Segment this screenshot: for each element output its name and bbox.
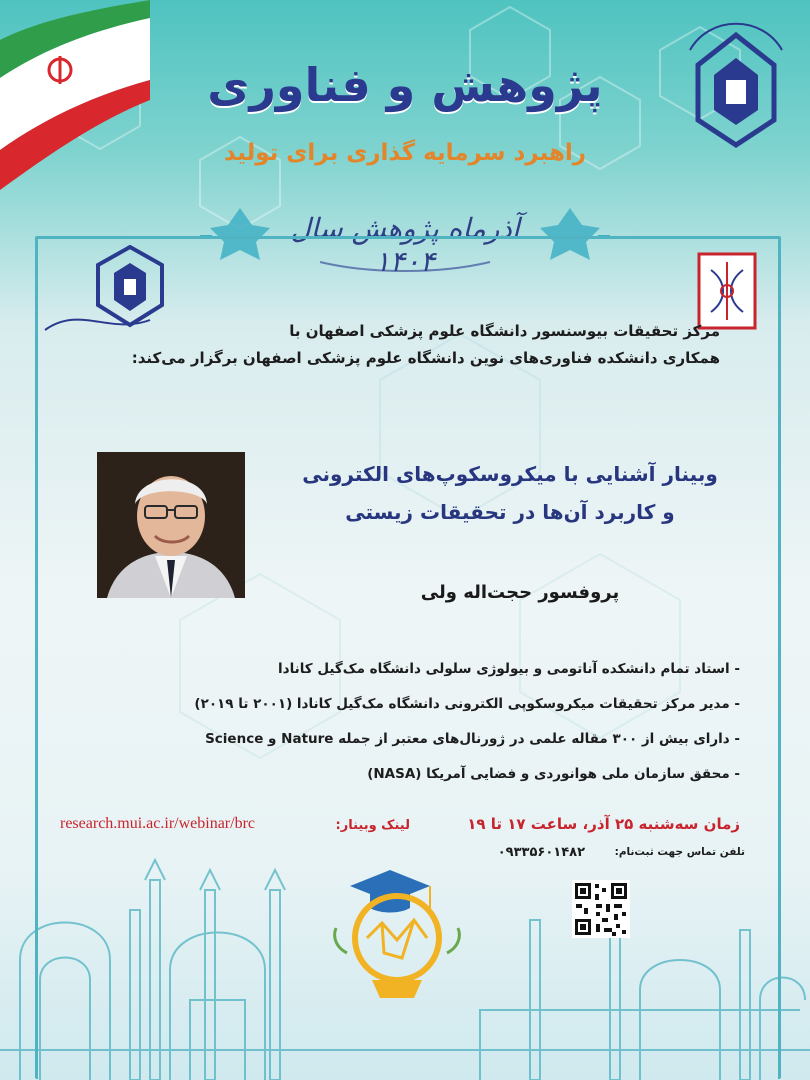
webinar-title-line-1: وبینار آشنایی با میکروسکوپ‌های الکترونی bbox=[302, 462, 718, 486]
webinar-title bbox=[280, 455, 740, 531]
lightbulb-brain-graphic bbox=[322, 848, 472, 1003]
event-time: زمان سه‌شنبه ۲۵ آذر، ساعت ۱۷ تا ۱۹ bbox=[467, 815, 740, 833]
webinar-link[interactable]: research.mui.ac.ir/webinar/brc bbox=[60, 815, 256, 832]
intro-text bbox=[100, 318, 720, 372]
speaker-credentials bbox=[120, 652, 740, 792]
list-item: - محقق سازمان ملی هوانوردی و فضایی آمریکا (NASA) bbox=[367, 766, 740, 782]
phone-label: تلفن تماس جهت ثبت‌نام: bbox=[614, 846, 745, 858]
list-item: - دارای بیش از ۳۰۰ مقاله علمی در ژورنال‌های معتبر از جمله Nature و Science bbox=[205, 731, 740, 747]
speaker-photo bbox=[97, 452, 245, 598]
university-logo bbox=[680, 10, 792, 150]
qr-code[interactable] bbox=[572, 880, 630, 938]
speaker-name: پروفسور حجت‌اله ولی bbox=[420, 582, 620, 603]
intro-line-1: مرکز تحقیقات بیوسنسور دانشگاه علوم پزشکی اصفهان با bbox=[289, 322, 720, 340]
list-item: - استاد تمام دانشکده آناتومی و بیولوژی سلولی دانشگاه مک‌گیل کانادا bbox=[278, 661, 740, 677]
month-banner-text: آذرماه پژوهش سال ۱۴۰۴ bbox=[290, 212, 520, 278]
webinar-link-label: لینک وبینار: bbox=[335, 818, 410, 833]
page-title: پژوهش و فناوری bbox=[207, 58, 603, 112]
iran-flag bbox=[0, 0, 150, 190]
webinar-title-line-2: و کاربرد آن‌ها در تحقیقات زیستی bbox=[345, 500, 675, 524]
phone-number: ۰۹۳۳۵۶۰۱۴۸۲ bbox=[497, 845, 585, 860]
page-subtitle: راهبرد سرمایه گذاری برای تولید bbox=[223, 140, 587, 166]
intro-line-2: همکاری دانشکده فناوری‌های نوین دانشگاه علوم پزشکی اصفهان برگزار می‌کند: bbox=[131, 349, 720, 367]
list-item: - مدیر مرکز تحقیقات میکروسکوپی الکترونی دانشگاه مک‌گیل کانادا (۲۰۰۱ تا ۲۰۱۹) bbox=[194, 696, 740, 712]
